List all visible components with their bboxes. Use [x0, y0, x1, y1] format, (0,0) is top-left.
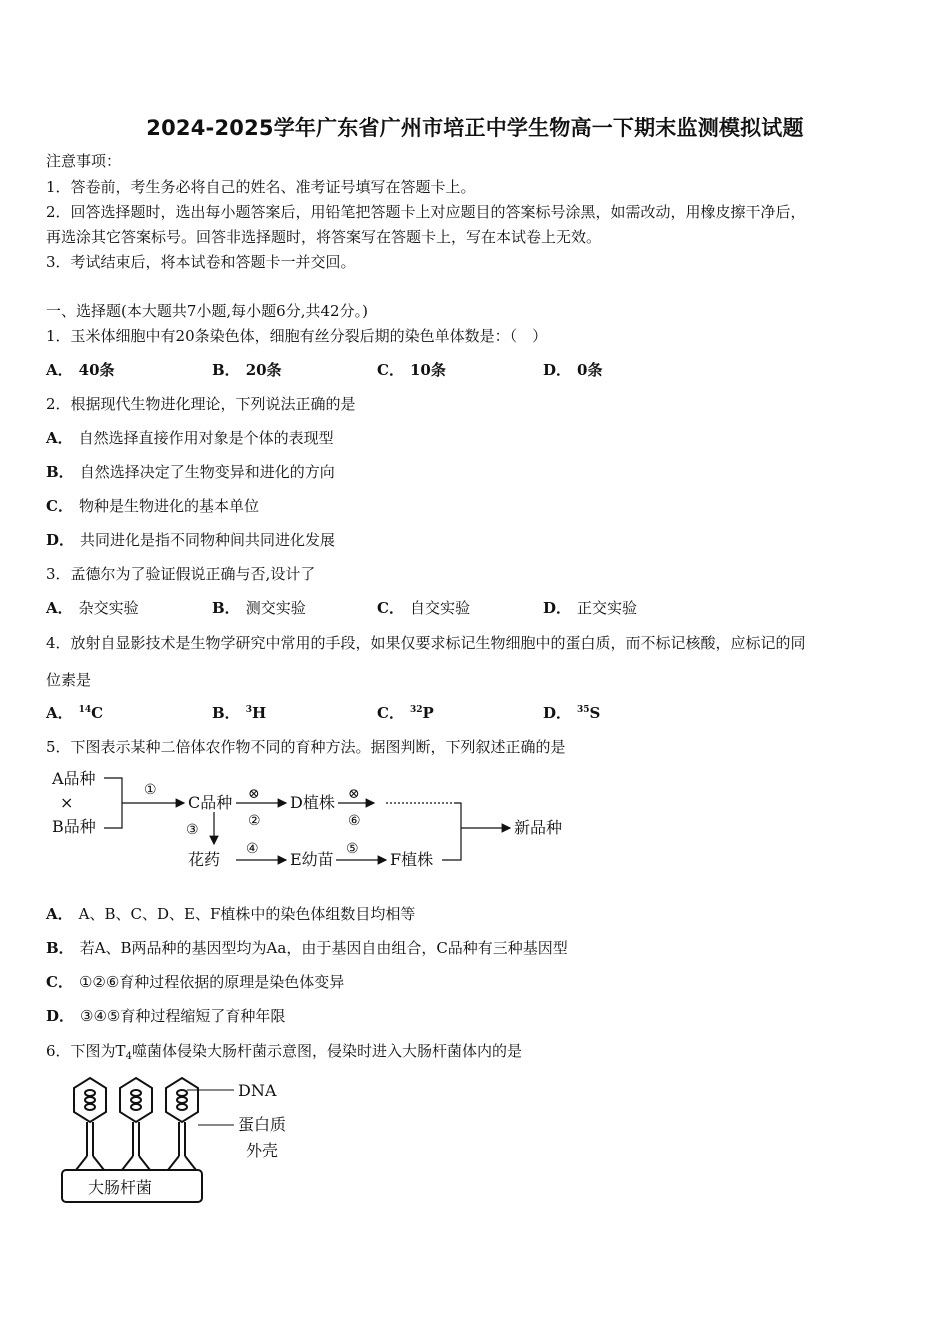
question-5-stem: 5．下图表示某种二倍体农作物不同的育种方法。据图判断，下列叙述正确的是	[46, 738, 566, 756]
cross-bracket	[104, 778, 122, 828]
selfing-symbol: ⊗	[348, 786, 360, 802]
notice-item: 3．考试结束后，将本试卷和答题卡一并交回。	[46, 253, 356, 271]
isotope-mass: 3	[245, 705, 252, 715]
notice-heading: 注意事项：	[46, 152, 122, 170]
question-1-stem: 1．玉米体细胞中有20条染色体，细胞有丝分裂后期的染色单体数是：（ ）	[46, 327, 548, 345]
isotope-element: P	[422, 704, 434, 722]
isotope-element: H	[251, 704, 267, 722]
host-label: 大肠杆菌	[88, 1178, 153, 1197]
isotope-mass: 35	[577, 705, 590, 715]
question-6-stem: 6．下图为$T_4$噬菌体侵染大肠杆菌示意图，侵染时进入大肠杆菌体内的是	[46, 1042, 522, 1062]
new-variety-label: 新品种	[514, 818, 563, 837]
option-a: A． 杂交实验	[46, 599, 139, 617]
option-d: D． $^{35}$S	[543, 704, 601, 722]
merge-bracket	[442, 803, 461, 860]
question-3-options	[46, 598, 906, 618]
option-a: A． 40条	[46, 361, 115, 379]
question-2-option-a: A． 自然选择直接作用对象是个体的表现型	[46, 429, 334, 447]
option-text: 40条	[78, 361, 115, 379]
d-plant-label: D植株	[290, 793, 335, 812]
breeding-diagram	[46, 762, 586, 880]
option-c: C． 10条	[377, 361, 446, 379]
option-text: 10条	[409, 361, 446, 379]
phage-icon	[120, 1078, 152, 1170]
question-2-stem: 2．根据现代生物进化理论，下列说法正确的是	[46, 395, 356, 413]
question-5-option-c: C． ①②⑥育种过程依据的原理是染色体变异	[46, 973, 345, 991]
option-c: C． 自交实验	[377, 599, 470, 617]
isotope-mass: 32	[409, 705, 423, 715]
phage-diagram	[56, 1070, 316, 1210]
question-5-option-b: B． 若A、B两品种的基因型均为Aa，由于基因自由组合，C品种有三种基因型	[46, 939, 568, 957]
e-seedling-label: E幼苗	[290, 850, 334, 869]
option-text: 0条	[577, 361, 603, 379]
question-4-stem-line2: 位素是	[46, 671, 92, 689]
option-c: C． $^{32}$P	[377, 704, 434, 722]
question-5-option-d: D． ③④⑤育种过程缩短了育种年限	[46, 1007, 286, 1025]
a-variety-label: A品种	[52, 769, 96, 788]
question-3-stem: 3．孟德尔为了验证假说正确与否,设计了	[46, 565, 316, 583]
option-b: B． $^3$H	[212, 704, 267, 722]
step-1-marker: ①	[144, 782, 157, 798]
dna-label: DNA	[238, 1081, 277, 1100]
protein-label: 蛋白质	[238, 1115, 287, 1134]
pollen-label: 花药	[188, 850, 221, 869]
cross-symbol: ×	[60, 793, 74, 812]
protein-label: 外壳	[246, 1141, 279, 1160]
notice-item: 再选涂其它答案标号。回答非选择题时，将答案写在答题卡上，写在本试卷上无效。	[46, 228, 602, 246]
option-d: D． 0条	[543, 361, 603, 379]
isotope-element: C	[91, 704, 104, 722]
notice-item: 1．答卷前，考生务必将自己的姓名、准考证号填写在答题卡上。	[46, 178, 476, 196]
page-title: 2024-2025学年广东省广州市培正中学生物高一下期末监测模拟试题	[146, 116, 804, 140]
question-5-option-a: A． A、B、C、D、E、F植株中的染色体组数目均相等	[46, 905, 416, 923]
option-a: A． $^{14}$C	[46, 704, 104, 722]
option-d: D． 正交实验	[543, 599, 638, 617]
question-1-options	[46, 360, 906, 380]
b-variety-label: B品种	[52, 817, 96, 836]
step-5-marker: ⑤	[346, 841, 359, 857]
question-4-stem-line1: 4．放射自显影技术是生物学研究中常用的手段，如果仅要求标记生物细胞中的蛋白质，而不标记核酸，应标记的同	[46, 634, 806, 652]
question-2-option-c: C． 物种是生物进化的基本单位	[46, 497, 259, 515]
notice-item: 2．回答选择题时，选出每小题答案后，用铅笔把答题卡上对应题目的答案标号涂黑，如需改动，用橡皮擦干净后，	[46, 203, 806, 221]
phage-icon	[74, 1078, 106, 1170]
step-2-marker: ②	[248, 813, 261, 829]
isotope-mass: 14	[78, 705, 92, 715]
option-b: B． 测交实验	[212, 599, 306, 617]
question-2-option-b: B． 自然选择决定了生物变异和进化的方向	[46, 463, 335, 481]
c-variety-label: C品种	[188, 793, 233, 812]
step-6-marker: ⑥	[348, 813, 361, 829]
option-b: B． 20条	[212, 361, 282, 379]
step-3-marker: ③	[186, 822, 199, 838]
section-heading: 一、选择题(本大题共7小题,每小题6分,共42分。)	[46, 302, 368, 320]
f-plant-label: F植株	[390, 850, 434, 869]
option-text: 20条	[245, 361, 282, 379]
question-2-option-d: D． 共同进化是指不同物种间共同进化发展	[46, 531, 336, 549]
selfing-symbol: ⊗	[248, 786, 260, 802]
phage-icon	[166, 1078, 198, 1170]
isotope-element: S	[589, 704, 601, 722]
step-4-marker: ④	[246, 841, 259, 857]
question-4-options	[46, 703, 906, 723]
